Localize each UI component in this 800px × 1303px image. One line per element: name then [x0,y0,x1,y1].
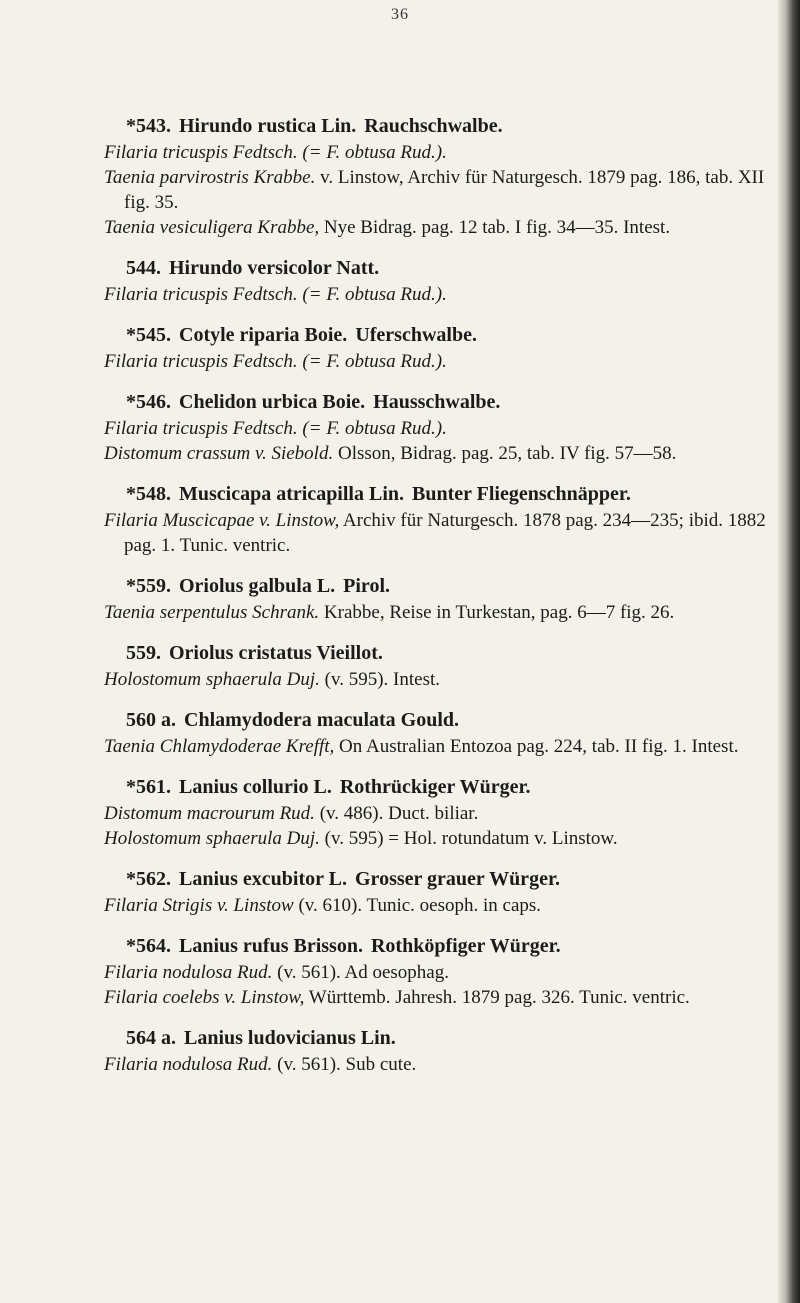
citation-text: Nye Bidrag. pag. 12 tab. I fig. 34—35. Intest. [319,217,671,238]
parasite-reference [104,893,770,918]
parasite-name: Filaria tricuspis Fedtsch. (= F. obtusa Rud.). [104,142,447,163]
species-name: Hirundo rustica Lin. [179,115,357,137]
page-body [104,112,770,1091]
citation-text: On Australian Entozoa pag. 224, tab. II fig. 1. Intest. [334,736,739,757]
species-name: Chlamydodera maculata Gould. [184,709,460,731]
species-heading [104,388,770,416]
species-number: *561. [126,776,171,798]
species-entry [104,932,770,1010]
species-number: *546. [126,391,171,413]
parasite-name: Taenia serpentulus Schrank. [104,602,320,623]
parasite-name: Taenia vesiculigera Krabbe, [104,217,320,238]
parasite-name: Distomum macrourum Rud. [104,803,315,824]
species-heading [104,706,770,734]
species-name: Lanius rufus Brisson. [179,935,363,957]
species-heading [104,773,770,801]
species-heading [104,1024,770,1052]
parasite-reference [104,826,770,851]
parasite-reference [104,1052,770,1077]
parasite-name: Filaria Strigis v. Linstow [104,895,294,916]
species-entry [104,254,770,307]
parasite-reference [104,960,770,985]
species-name: Lanius excubitor L. [179,868,347,890]
parasite-reference [104,985,770,1010]
parasite-reference [104,441,770,466]
parasite-reference [104,416,770,441]
parasite-name: Filaria Muscicapae v. Linstow, [104,510,340,531]
species-heading [104,932,770,960]
species-name: Chelidon urbica Boie. [179,391,366,413]
species-heading [104,865,770,893]
parasite-reference [104,215,770,240]
parasite-name: Taenia Chlamydoderae Krefft, [104,736,335,757]
species-name: Oriolus galbula L. [179,575,336,597]
citation-text: (v. 561). Ad oesophag. [272,962,449,983]
citation-text: (v. 595) = Hol. rotundatum v. Linstow. [319,828,618,849]
species-name: Muscicapa atricapilla Lin. [179,483,404,505]
citation-text: (v. 595). Intest. [319,669,441,690]
parasite-reference [104,165,770,215]
common-name: Hausschwalbe. [373,391,501,413]
page-edge-shadow [778,0,800,1303]
species-number: 559. [126,642,161,664]
species-heading [104,254,770,282]
species-heading [104,112,770,140]
species-name: Cotyle riparia Boie. [179,324,348,346]
parasite-name: Filaria nodulosa Rud. [104,962,273,983]
parasite-reference [104,282,770,307]
species-name: Hirundo versicolor Natt. [169,257,380,279]
species-entry [104,112,770,240]
citation-text: Olsson, Bidrag. pag. 25, tab. IV fig. 57—58. [333,443,677,464]
species-number: *562. [126,868,171,890]
species-entry [104,1024,770,1077]
species-number: *545. [126,324,171,346]
species-entry [104,706,770,759]
citation-text: (v. 610). Tunic. oesoph. in caps. [293,895,542,916]
species-name: Lanius collurio L. [179,776,332,798]
parasite-name: Taenia parvirostris Krabbe. [104,167,316,188]
species-entry [104,865,770,918]
citation-text: (v. 486). Duct. biliar. [314,803,479,824]
species-entry [104,639,770,692]
parasite-name: Holostomum sphaerula Duj. [104,828,320,849]
parasite-reference [104,140,770,165]
species-heading [104,639,770,667]
parasite-name: Holostomum sphaerula Duj. [104,669,320,690]
common-name: Rothköpfiger Würger. [370,935,561,957]
species-heading [104,480,770,508]
species-number: 564 a. [126,1027,176,1049]
parasite-name: Filaria nodulosa Rud. [104,1054,273,1075]
species-number: *548. [126,483,171,505]
common-name: Rothrückiger Würger. [339,776,531,798]
species-name: Lanius ludovicianus Lin. [184,1027,396,1049]
species-name: Oriolus cristatus Vieillot. [169,642,383,664]
citation-text: (v. 561). Sub cute. [272,1054,417,1075]
parasite-name: Filaria coelebs v. Linstow, [104,987,305,1008]
page-number: 36 [391,6,409,23]
species-number: 560 a. [126,709,176,731]
species-heading [104,572,770,600]
parasite-reference [104,508,770,558]
common-name: Grosser grauer Würger. [355,868,560,890]
species-number: *559. [126,575,171,597]
parasite-reference [104,801,770,826]
parasite-reference [104,349,770,374]
parasite-name: Distomum crassum v. Siebold. [104,443,334,464]
parasite-name: Filaria tricuspis Fedtsch. (= F. obtusa Rud.). [104,418,447,439]
species-heading [104,321,770,349]
species-entry [104,572,770,625]
species-entry [104,388,770,466]
species-number: 544. [126,257,161,279]
common-name: Uferschwalbe. [355,324,477,346]
species-entry [104,480,770,558]
citation-text: Württemb. Jahresh. 1879 pag. 326. Tunic. ventric. [304,987,690,1008]
common-name: Pirol. [343,575,391,597]
citation-text: Archiv für Naturgesch. 1878 pag. 234—235; ibid. 1882 pag. 1. Tunic. ventric. [124,510,766,556]
species-number: *543. [126,115,171,137]
citation-text: v. Linstow, Archiv für Naturgesch. 1879 pag. 186, tab. XII fig. 35. [124,167,765,213]
common-name: Bunter Fliegenschnäpper. [412,483,631,505]
parasite-name: Filaria tricuspis Fedtsch. (= F. obtusa Rud.). [104,351,447,372]
species-entry [104,321,770,374]
species-number: *564. [126,935,171,957]
parasite-reference [104,667,770,692]
parasite-reference [104,600,770,625]
species-entry [104,773,770,851]
parasite-reference [104,734,770,759]
parasite-name: Filaria tricuspis Fedtsch. (= F. obtusa Rud.). [104,284,447,305]
citation-text: Krabbe, Reise in Turkestan, pag. 6—7 fig. 26. [319,602,675,623]
common-name: Rauchschwalbe. [364,115,503,137]
